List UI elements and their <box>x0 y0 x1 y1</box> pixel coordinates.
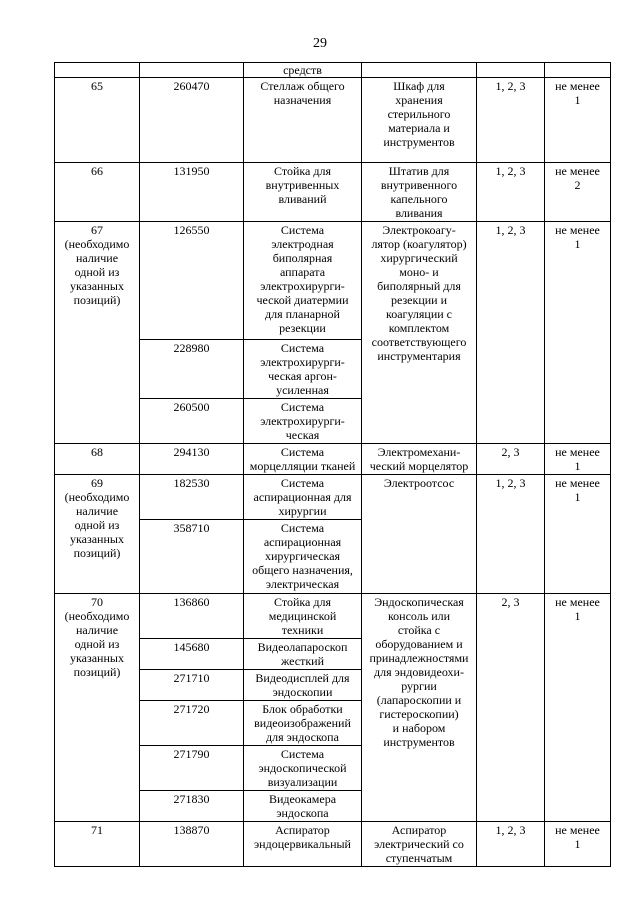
cell-code: 271830 <box>140 791 244 822</box>
cell-quantity: не менее 1 <box>545 594 611 822</box>
cell-description: Электромехани- ческий морцелятор <box>362 444 477 475</box>
cell-quantity <box>545 63 611 78</box>
cell-conditions: 1, 2, 3 <box>477 222 545 444</box>
cell-quantity: не менее 1 <box>545 444 611 475</box>
cell-number: 70 (необходимо наличие одной из указанных позиций) <box>55 594 140 822</box>
cell-conditions: 1, 2, 3 <box>477 822 545 867</box>
cell-conditions: 2, 3 <box>477 594 545 822</box>
cell-quantity: не менее 2 <box>545 163 611 222</box>
cell-code: 260470 <box>140 78 244 163</box>
cell-name: Видеодисплей для эндоскопии <box>244 670 362 701</box>
cell-number: 71 <box>55 822 140 867</box>
cell-code <box>140 63 244 78</box>
cell-code: 271790 <box>140 746 244 791</box>
cell-code: 228980 <box>140 340 244 399</box>
cell-conditions <box>477 63 545 78</box>
cell-name: Система электрохирурги- ческая <box>244 399 362 444</box>
cell-name: Стойка для внутривенных вливаний <box>244 163 362 222</box>
page-number: 29 <box>313 36 327 51</box>
table-row <box>55 222 611 340</box>
cell-description: Электрокоагу- лятор (коагулятор) хирургический моно- и биполярный для резекции и коагуляции с комплектом соответствующего инструментария <box>362 222 477 444</box>
cell-name: Система электродная биполярная аппарата электрохирурги- ческой диатермии для планарной резекции <box>244 222 362 340</box>
cell-conditions: 2, 3 <box>477 444 545 475</box>
cell-code: 138870 <box>140 822 244 867</box>
cell-code: 145680 <box>140 639 244 670</box>
cell-description: Эндоскопическая консоль или стойка с оборудованием и принадлежностями для эндовидеохи- рургии (лапароскопии и гистероскопии) и набором инструментов <box>362 594 477 822</box>
cell-name: Система эндоскопической визуализации <box>244 746 362 791</box>
cell-number: 66 <box>55 163 140 222</box>
cell-conditions: 1, 2, 3 <box>477 163 545 222</box>
cell-code: 131950 <box>140 163 244 222</box>
cell-quantity: не менее 1 <box>545 822 611 867</box>
table-row <box>55 822 611 867</box>
cell-code: 136860 <box>140 594 244 639</box>
cell-name: Стеллаж общего назначения <box>244 78 362 163</box>
cell-description: Электроотсос <box>362 475 477 594</box>
cell-quantity: не менее 1 <box>545 222 611 444</box>
cell-number: 67 (необходимо наличие одной из указанных позиций) <box>55 222 140 444</box>
cell-description: Шкаф для хранения стерильного материала и инструментов <box>362 78 477 163</box>
cell-code: 271710 <box>140 670 244 701</box>
cell-code: 260500 <box>140 399 244 444</box>
cell-code: 271720 <box>140 701 244 746</box>
cell-description: Штатив для внутривенного капельного вливания <box>362 163 477 222</box>
cell-code: 294130 <box>140 444 244 475</box>
cell-code: 126550 <box>140 222 244 340</box>
cell-name: Система электрохирурги- ческая аргон- усиленная <box>244 340 362 399</box>
table-row <box>55 594 611 639</box>
table-row <box>55 63 611 78</box>
cell-number: 69 (необходимо наличие одной из указанных позиций) <box>55 475 140 594</box>
cell-code: 358710 <box>140 520 244 594</box>
equipment-table <box>54 62 611 867</box>
cell-name: Система аспирационная хирургическая общего назначения, электрическая <box>244 520 362 594</box>
cell-conditions: 1, 2, 3 <box>477 475 545 594</box>
cell-name: Видеолапароскоп жесткий <box>244 639 362 670</box>
table-row <box>55 475 611 520</box>
cell-name: Система морцелляции тканей <box>244 444 362 475</box>
cell-quantity: не менее 1 <box>545 78 611 163</box>
table-row <box>55 78 611 163</box>
cell-name: Система аспирационная для хирургии <box>244 475 362 520</box>
cell-number: 68 <box>55 444 140 475</box>
cell-number: 65 <box>55 78 140 163</box>
cell-name: Блок обработки видеоизображений для эндоскопа <box>244 701 362 746</box>
table-row <box>55 163 611 222</box>
cell-number <box>55 63 140 78</box>
cell-name: средств <box>244 63 362 78</box>
cell-description: Аспиратор электрический со ступенчатым <box>362 822 477 867</box>
cell-code: 182530 <box>140 475 244 520</box>
cell-description <box>362 63 477 78</box>
cell-conditions: 1, 2, 3 <box>477 78 545 163</box>
table-row <box>55 444 611 475</box>
cell-name: Стойка для медицинской техники <box>244 594 362 639</box>
cell-quantity: не менее 1 <box>545 475 611 594</box>
cell-name: Видеокамера эндоскопа <box>244 791 362 822</box>
cell-name: Аспиратор эндоцервикальный <box>244 822 362 867</box>
